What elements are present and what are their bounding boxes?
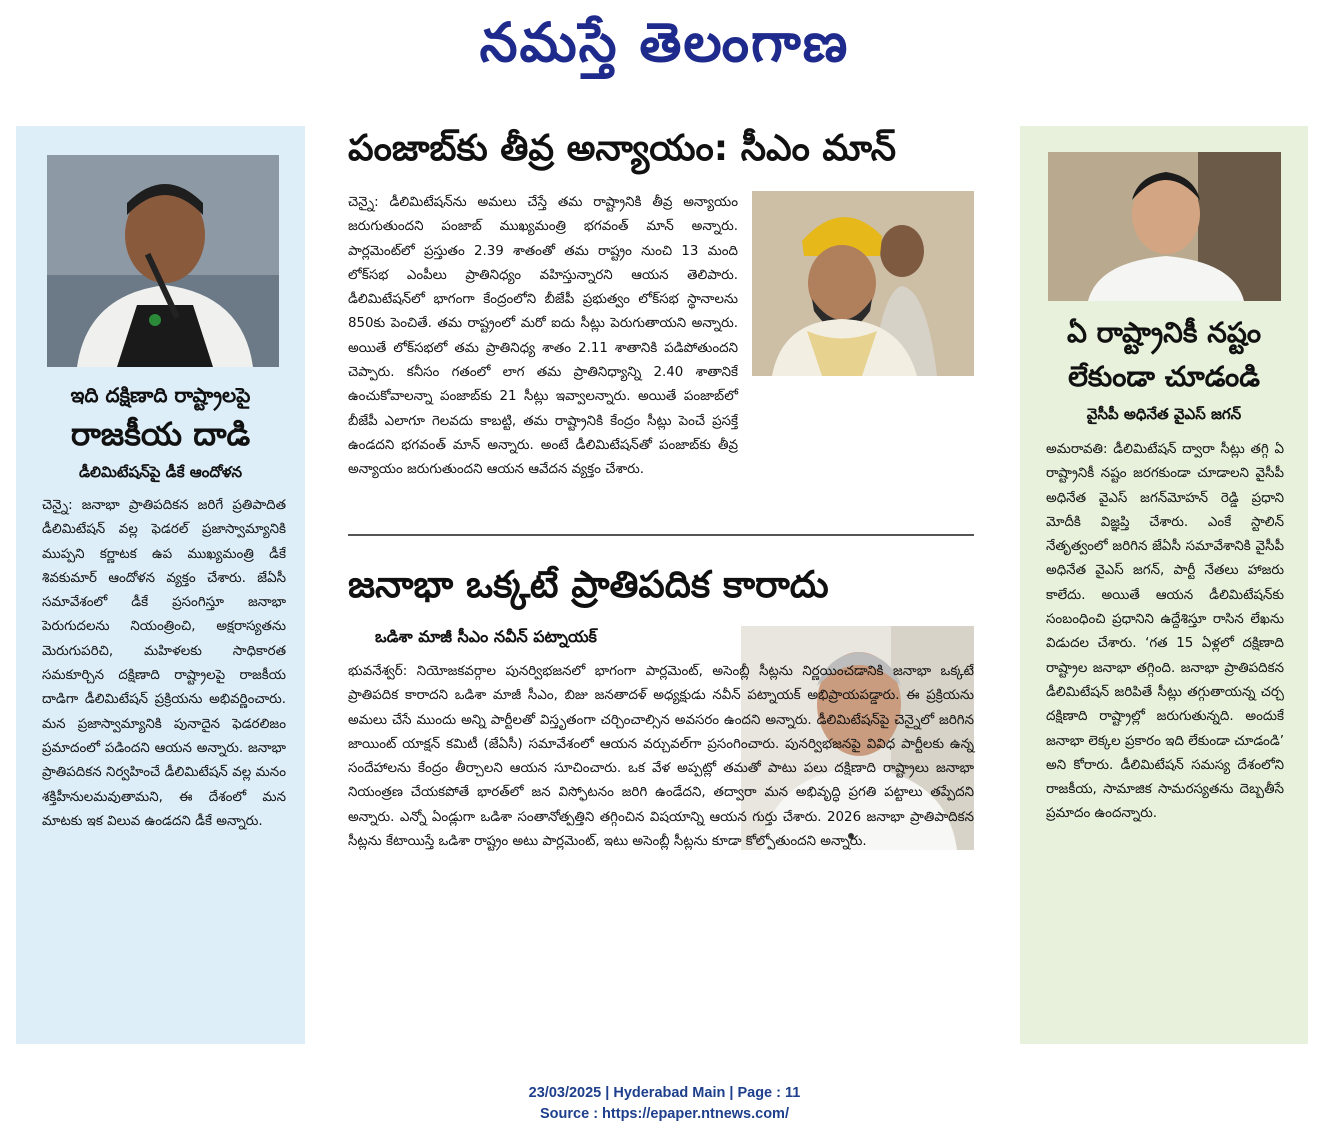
center-top-body-part1 <box>348 191 738 483</box>
right-headline-line2: లేకుండా చూడండి <box>1068 360 1260 393</box>
footer-date-edition: 23/03/2025 | Hyderabad Main | Page : 11 <box>528 1085 801 1101</box>
center-top-body: చెన్నై: డీలిమిటేషన్‌ను అమలు చేస్తే తమ రాష్ట్రానికి తీవ్ర అన్యాయం జరుగుతుందని పంజాబ్ ముఖ్యమంత్రి భగవంత్ మాన్ అన్నారు. పార్లమెంట్‌లో ప్రస్తుతం 2.39 శాతంతో తమ రాష్ట్రం నుంచి 13 మంది లోక్‌సభ ఎంపీలు ప్రాతినిధ్యం వహిస్తున్నారని ఆయన తెలిపారు. డీలిమిటేషన్‌లో భాగంగా కేంద్రంలోని బీజేపీ ప్రభుత్వం లోక్‌సభ స్థానాలను 850కు పెంచితే. తమ రాష్ట్రంలో మరో ఐదు సీట్లు పెరుగుతాయని అన్నారు. అయితే లోక్‌సభలో తమ ప్రాతినిధ్య శాతం 2.11 శాతానికి పడిపోతుందని చెప్పారు. కనీసం గతంలో లాగ తమ ప్రాతినిధ్యాన్ని 2.40 శాతానికే ఉంచుకోవాలన్నా పంజాబ్‌కు 21 సీట్లు ఇవ్వాలన్నారు. అయితే పంజాబ్‌లో బీజేపీ ఎలాగూ గెలవదు కాబట్టి, తమ రాష్ట్రానికి కేంద్రం సీట్లు పెంచే ప్రసక్తే ఉండదని భగవంత్ మాన్ అన్నారు. అంటే డీలిమిటేషన్‌తో పంజాబ్‌కు తీవ్ర అన్యాయం జరుగుతుందని ఆయన ఆవేదన వ్యక్తం చేశారు. <box>348 195 738 478</box>
right-story-box <box>1020 126 1308 1044</box>
footer-source: Source : https://epaper.ntnews.com/ <box>540 1106 789 1122</box>
masthead-logo: నమస్తే తెలంగాణ <box>479 10 850 74</box>
left-kicker: ఇది దక్షిణాది రాష్ట్రాలపై <box>70 383 251 407</box>
left-story-box <box>16 126 305 1044</box>
right-body: అమరావతి: డీలిమిటేషన్ ద్వారా సీట్లు తగ్గి ఏ రాష్ట్రానికీ నష్టం జరగకుండా చూడాలని వైసీపీ అధినేత వైఎస్ జగన్‌మోహన్ రెడ్డి ప్రధాని మోదీకి విజ్ఞప్తి చేశారు. ఎంకే స్టాలిన్ నేతృత్వంలో జరిగిన జేఏసీ సమావేశానికి వైసీపీ అధినేత వైఎస్ జగన్, పార్టీ నేతలు హాజరు కాలేదు. అయితే ఆయన డీలిమిటేషన్‌కు సంబంధించి ప్రధానిని ఉద్దేశిస్తూ రాసిన లేఖను విడుదల చేశారు. ‘గత 15 ఏళ్లలో దక్షిణాది రాష్ట్రాల జనాభా తగ్గింది. జనాభా ప్రాతిపదికన డీలిమిటేషన్ జరిపితే సీట్లు తగ్గుతాయన్న చర్చ దక్షిణాది రాష్ట్రాల్లో జరుగుతున్నది. అందుకే జనాభా లెక్కల ప్రకారం ఇది లేకుండా చూడండి’ అని కోరారు. డీలిమిటేషన్ సమస్య దేశంలోని రాజకీయ, సామాజిక సామరస్యతను దెబ్బతీసే ప్రమాదం ఉందన్నారు. <box>1046 442 1284 822</box>
center-bottom-byline: ఒడిశా మాజీ సీఎం నవీన్ పట్నాయక్ <box>375 627 597 646</box>
dk-shivakumar-photo <box>47 155 279 367</box>
left-body: చెన్నై: జనాభా ప్రాతిపదికన జరిగే ప్రతిపాదిత డీలిమిటేషన్ వల్ల ఫెడరల్ ప్రజాస్వామ్యానికి ముప్పని కర్ణాటక ఉప ముఖ్యమంత్రి డీకే శివకుమార్ ఆందోళన వ్యక్తం చేశారు. జేఏసీ సమావేశంలో డీకే ప్రసంగిస్తూ జనాభా పెరుగుదలను నియంత్రించి, అక్షరాస్యతను మెరుగుపరిచి, మహిళలకు సాధికారత సమకూర్చిన దక్షిణాది రాష్ట్రాలపై రాజకీయ దాడిగా డీలిమిటేషన్ ప్రక్రియను అభివర్ణించారు. మన ప్రజాస్వామ్యానికి పునాదైన ఫెడరలిజం ప్రమాదంలో పడిందని ఆయన అన్నారు. జనాభా ప్రాతిపదికన నిర్వహించే డీలిమిటేషన్ వల్ల మనం శక్తిహీనులమవుతామని, ఈ దేశంలో మన మాటకు ఇక విలువ ఉండదని డీకే అన్నారు. <box>42 498 286 829</box>
left-subhead: డీలిమిటేషన్‌పై డీకే ఆందోళన <box>78 463 243 481</box>
ys-jagan-photo <box>1048 152 1281 301</box>
center-bottom-body: భువనేశ్వర్: నియోజకవర్గాల పునర్విభజనలో భాగంగా పార్లమెంట్, అసెంబ్లీ సీట్లను నిర్ణయించడానికి జనాభా ఒక్కటే ప్రాతిపదిక కారాదని ఒడిశా మాజీ సీఎం, బిజు జనతాదళ్ అధ్యక్షుడు నవీన్ పట్నాయక్ అభిప్రాయపడ్డారు. ఈ ప్రక్రియను అమలు చేసే ముందు అన్ని పార్టీలతో విస్తృతంగా చర్చించాల్సిన అవసరం ఉందని అన్నారు. డీలిమిటేషన్‌పై చెన్నైలో జరిగిన జాయింట్ యాక్షన్ కమిటీ (జేఏసీ) సమావేశంలో ఆయన వర్చువల్‌గా ప్రసంగించారు. పునర్విభజనపై వివిధ పార్టీలకు ఉన్న సందేహాలను కేంద్రం తీర్చాలని ఆయన సూచించారు. ఒక వేళ అప్పట్లో తమతో పాటు పలు దక్షిణాది రాష్ట్రాలు జనాభా నియంత్రణ చేయకపోతే భారత్‌లో జన విస్ఫోటనం జరిగి ఉండేదని, తద్వారా మన అభివృద్ధి ప్రగతి పట్టాలు తప్పేదని అన్నారు. ఎన్నో ఏండ్లుగా ఒడిశా సంతానోత్పత్తిని తగ్గించిన విషయాన్ని ఆయన గుర్తు చేశారు. 2026 జనాభా ప్రాతిపాదికన సీట్లను కేటాయిస్తే ఒడిశా రాష్ట్రం అటు పార్లమెంట్, ఇటు అసెంబ్లీ సీట్లను కూడా కోల్పోతుందని అన్నారు. <box>348 664 974 850</box>
right-subhead: వైసీపీ అధినేత వైఎస్ జగన్ <box>1086 405 1242 423</box>
left-headline: రాజకీయ దాడి <box>70 415 251 453</box>
story-divider <box>348 534 974 536</box>
center-top-headline: పంజాబ్‌కు తీవ్ర అన్యాయం: సీఎం మాన్ <box>348 128 897 169</box>
bhagwant-mann-photo <box>752 191 974 376</box>
center-bottom-headline: జనాభా ఒక్కటే ప్రాతిపదిక కారాదు <box>348 563 829 606</box>
right-headline-line1: ఏ రాష్ట్రానికీ నష్టం <box>1066 316 1262 349</box>
